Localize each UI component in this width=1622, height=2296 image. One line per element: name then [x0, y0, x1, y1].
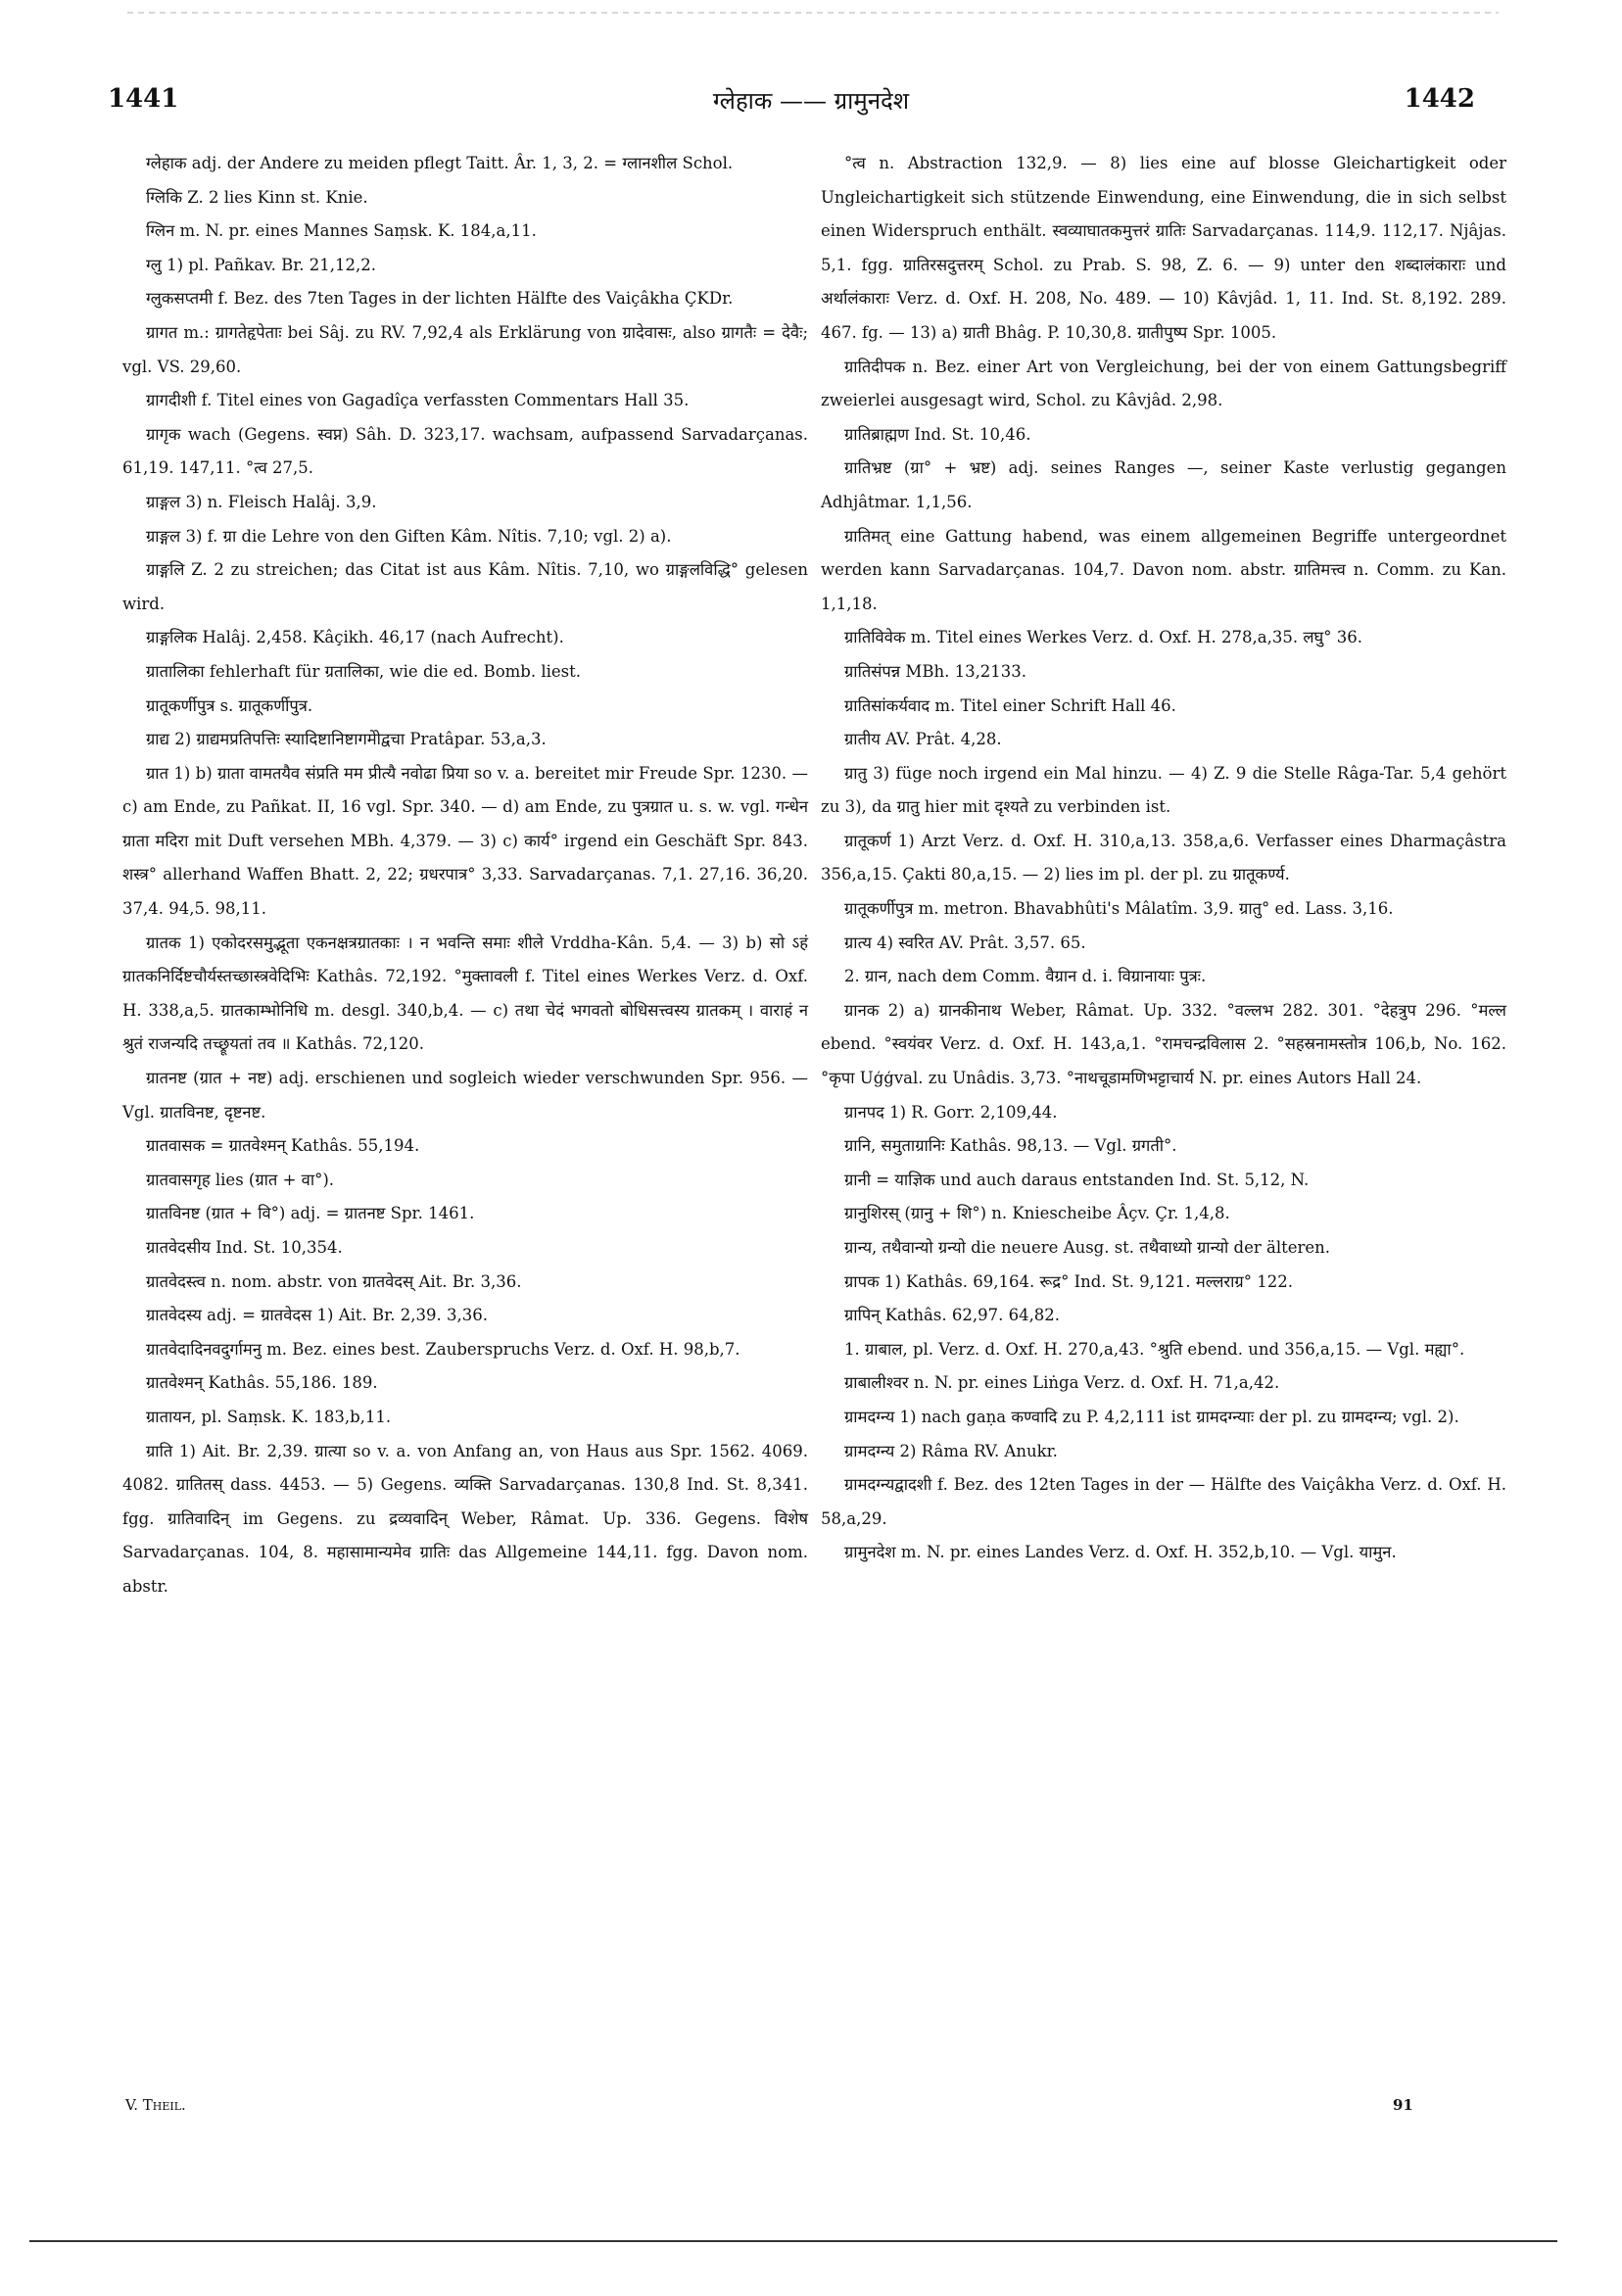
dictionary-entry: ग्लुकसप्तमी f. Bez. des 7ten Tages in der lichten Hälfte des Vaiçâkha ÇKDr.	[146, 289, 734, 309]
dictionary-entry: ग्रातायन, pl. Saṃsk. K. 183,b,11.	[146, 1407, 392, 1426]
dictionary-entry: ग्राङ्गलि Z. 2 zu streichen; das Citat ist aus Kâm. Nîtis. 7,10, wo ग्राङ्गलविद्धि° gelesen wird.	[122, 560, 808, 613]
dictionary-entry: ग्रामदग्न्य 1) nach gaṇa कण्वादि zu P. 4,2,111 ist ग्रामदग्न्याः der pl. zu ग्रामदग्न्य; vgl. 2).	[844, 1407, 1459, 1426]
dictionary-entry: ग्रानुशिरस् (ग्रानु + शि°) n. Kniescheibe Âçv. Çr. 1,4,8.	[844, 1204, 1230, 1223]
dictionary-entry: ग्रामदग्न्यद्वादशी f. Bez. des 12ten Tages in der — Hälfte des Vaiçâkha Verz. d. Oxf. H. 58,a,29.	[821, 1475, 1506, 1528]
top-border	[127, 12, 1499, 14]
dictionary-entry: ग्रातिसांकर्यवाद m. Titel einer Schrift Hall 46.	[844, 695, 1176, 715]
dictionary-entry: °त्व n. Abstraction 132,9. — 8) lies eine auf blosse Gleichartigkeit oder Ungleichartigkeit sich stützende Einwendung, eine Einwendung, die in sich selbst einen Widerspruch enthält. स्वव्याघातकमुत्तरं ग्रातिः Sarvadarçanas. 114,9. 112,17. Njâjas. 5,1. fgg. ग्रातिरसदुत्तरम् Schol. zu Prab. S. 98, Z. 6. — 9) unter den शब्दालंकाराः und अर्थालंकाराः Verz. d. Oxf. H. 208, No. 489. — 10) Kâvjâd. 1, 11. Ind. St. 8,192. 289. 467. fg. — 13) a) ग्राती Bhâg. P. 10,30,8. ग्रातीपुष्प Spr. 1005.	[821, 154, 1506, 342]
dictionary-entry: ग्रान्य, तथैवान्यो ग्रन्यो die neuere Ausg. st. तथैवाध्यो ग्रान्यो der älteren.	[844, 1238, 1331, 1257]
dictionary-entry: ग्रातु 3) füge noch irgend ein Mal hinzu. — 4) Z. 9 die Stelle Râga-Tar. 5,4 gehört zu 3), da ग्रातु hier mit दृश्यते zu verbinden ist.	[821, 763, 1506, 817]
dictionary-entry: ग्रातनष्ट (ग्रात + नष्ट) adj. erschienen und sogleich wieder verschwunden Spr. 956. — Vgl. ग्रातविनष्ट, दृष्टनष्ट.	[122, 1069, 808, 1122]
dictionary-entry: ग्रातीय AV. Prât. 4,28.	[844, 730, 1002, 749]
dictionary-entry: ग्रागदीशी f. Titel eines von Gagadîça verfassten Commentars Hall 35.	[146, 391, 690, 410]
dictionary-entry: ग्राङ्गल 3) f. ग्रा die Lehre von den Giften Kâm. Nîtis. 7,10; vgl. 2) a).	[146, 526, 672, 546]
dictionary-entry: ग्रातवासगृह lies (ग्रात + वा°).	[146, 1170, 335, 1189]
dictionary-entry: ग्रातवेदादिनवदुर्गामनु m. Bez. eines best. Zauberspruchs Verz. d. Oxf. H. 98,b,7.	[146, 1339, 740, 1359]
dictionary-entry: ग्रातालिका fehlerhaft für ग्रतालिका, wie die ed. Bomb. liest.	[146, 661, 582, 681]
dictionary-entry: ग्रातिभ्रष्ट (ग्रा° + भ्रष्ट) adj. seines Ranges —, seiner Kaste verlustig gegangen Adhjâtmar. 1,1,56.	[821, 458, 1506, 511]
dictionary-entry: ग्रापिन् Kathâs. 62,97. 64,82.	[844, 1306, 1061, 1325]
signature-mark: V. Theil.	[125, 2096, 186, 2114]
page-number-left: 1441	[108, 84, 179, 114]
dictionary-entry: ग्रातवेदसीय Ind. St. 10,354.	[146, 1238, 343, 1257]
dictionary-entry: 2. ग्रान, nach dem Comm. वैग्रान d. i. विग्रानायाः पुत्रः.	[844, 967, 1207, 986]
dictionary-entry: ग्राबालीश्वर n. N. pr. eines Liṅga Verz. d. Oxf. H. 71,a,42.	[844, 1373, 1280, 1393]
dictionary-entry: ग्रातूकर्णीपुत्र s. ग्रातूकर्णीपुत्र.	[146, 695, 313, 715]
dictionary-entry: ग्रागृक wach (Gegens. स्वप्न) Sâh. D. 323,17. wachsam, aufpassend Sarvadarçanas. 61,19. 147,11. °त्व 27,5.	[122, 424, 808, 478]
dictionary-entry: ग्लिन m. N. pr. eines Mannes Saṃsk. K. 184,a,11.	[146, 221, 537, 241]
dictionary-entry: ग्रातविनष्ट (ग्रात + वि°) adj. = ग्रातनष्ट Spr. 1461.	[146, 1204, 475, 1223]
dictionary-entry: ग्रानपद 1) R. Gorr. 2,109,44.	[844, 1102, 1058, 1122]
dictionary-entry: ग्रातिदीपक n. Bez. einer Art von Vergleichung, bei der von einem Gattungsbegriff zweierlei ausgesagt wird, Schol. zu Kâvjâd. 2,98.	[821, 357, 1506, 410]
dictionary-entry: ग्लु 1) pl. Pañkav. Br. 21,12,2.	[146, 255, 377, 274]
dictionary-entry: ग्रागत m.: ग्रागतेहृपेताः bei Sâj. zu RV. 7,92,4 als Erklärung von ग्रादेवासः, also ग्रागतैः = देवैः; vgl. VS. 29,60.	[122, 322, 808, 376]
dictionary-entry: ग्रातवेश्मन् Kathâs. 55,186. 189.	[146, 1373, 378, 1393]
right-column	[821, 147, 1506, 1570]
dictionary-entry: ग्राद्य 2) ग्राद्यमप्रतिपत्तिः स्यादिष्टानिष्टागमेोद्वचा Pratâpar. 53,a,3.	[146, 730, 547, 749]
dictionary-entry: ग्रापक 1) Kathâs. 69,164. रूद्र° Ind. St. 9,121. मल्लराग्र° 122.	[844, 1271, 1293, 1291]
dictionary-entry: ग्रातिसंपन्न MBh. 13,2133.	[844, 661, 1027, 681]
dictionary-entry: ग्रात 1) b) ग्राता वामतयैव संप्रति मम प्रीत्यै नवोढा प्रिया so v. a. bereitet mir Freude Spr. 1230. — c) am Ende, zu Pañkat. II, 16 vgl. Spr. 340. — d) am Ende, zu पुत्रग्रात u. s. w. vgl. गन्धेन ग्राता मदिरा mit Duft versehen MBh. 4,379. — 3) c) कार्य° irgend ein Geschäft Spr. 843. शस्त्र° allerhand Waffen Bhatt. 2, 22; ग्रधरपात्र° 3,33. Sarvadarçanas. 7,1. 27,16. 36,20. 37,4. 94,5. 98,11.	[122, 763, 808, 919]
dictionary-entry: ग्रातूकर्णीपुत्र m. metron. Bhavabhûti's Mâlatîm. 3,9. ग्रातु° ed. Lass. 3,16.	[844, 899, 1394, 919]
dictionary-entry: ग्राङ्गलिक Halâj. 2,458. Kâçikh. 46,17 (nach Aufrecht).	[146, 628, 564, 647]
dictionary-entry: ग्रातिमत् eine Gattung habend, was einem allgemeinen Begriffe untergeordnet werden kann Sarvadarçanas. 104,7. Davon nom. abstr. ग्रातिमत्त्व n. Comm. zu Kan. 1,1,18.	[821, 526, 1506, 613]
dictionary-entry: ग्रातूकर्ण 1) Arzt Verz. d. Oxf. H. 310,a,13. 358,a,6. Verfasser eines Dharmaçâstra 356,a,15. Çakti 80,a,15. — 2) lies im pl. der pl. zu ग्रातूकर्ण्य.	[821, 831, 1506, 885]
dictionary-entry: ग्रातिविवेक m. Titel eines Werkes Verz. d. Oxf. H. 278,a,35. लघु° 36.	[844, 628, 1363, 647]
dictionary-entry: ग्रानी = याज्ञिक und auch daraus entstanden Ind. St. 5,12, N.	[844, 1170, 1310, 1189]
running-title: ग्लेहाक —— ग्रामुनदेश	[712, 87, 910, 115]
dictionary-entry: ग्रातवेदस्त्व n. nom. abstr. von ग्रातवेदस् Ait. Br. 3,36.	[146, 1271, 522, 1291]
dictionary-entry: ग्रानक 2) a) ग्रानकीनाथ Weber, Râmat. Up. 332. °वल्लभ 282. 301. °देहत्रुप 296. °मल्ल ebend. °स्वयंवर Verz. d. Oxf. H. 143,a,1. °रामचन्द्रविलास 2. °सहस्रनामस्तोत्र 106,b, No. 162. °कृपा Uģģval. zu Unâdis. 3,73. °नाथचूडामणिभट्टाचार्य N. pr. eines Autors Hall 24.	[821, 1000, 1506, 1088]
bottom-rule	[29, 2240, 1557, 2242]
dictionary-entry: ग्रानि, समुताग्रानिः Kathâs. 98,13. — Vgl. ग्रगती°.	[844, 1136, 1177, 1156]
dictionary-entry: ग्रामुनदेश m. N. pr. eines Landes Verz. d. Oxf. H. 352,b,10. — Vgl. यामुन.	[844, 1543, 1397, 1562]
dictionary-entry: ग्रात्य 4) स्वरित AV. Prât. 3,57. 65.	[844, 933, 1086, 952]
dictionary-entry: ग्रातवासक = ग्रातवेश्मन् Kathâs. 55,194.	[146, 1136, 420, 1156]
dictionary-entry: ग्रातिब्राह्मण Ind. St. 10,46.	[844, 424, 1031, 444]
sheet-number: 91	[1393, 2096, 1413, 2114]
dictionary-entry: ग्राति 1) Ait. Br. 2,39. ग्रात्या so v. a. von Anfang an, von Haus aus Spr. 1562. 4069. 4082. ग्रातितस् dass. 4453. — 5) Gegens. व्यक्ति Sarvadarçanas. 130,8 Ind. St. 8,341. fgg. ग्रातिवादिन् im Gegens. zu द्रव्यवादिन् Weber, Râmat. Up. 336. Gegens. विशेष Sarvadarçanas. 104, 8. महासामान्यमेव ग्रातिः das Allgemeine 144,11. fgg. Davon nom. abstr.	[122, 1441, 808, 1596]
dictionary-entry: ग्राङ्गल 3) n. Fleisch Halâj. 3,9.	[146, 492, 377, 511]
dictionary-entry: ग्लेहाक adj. der Andere zu meiden pflegt Taitt. Âr. 1, 3, 2. = ग्लानशील Schol.	[146, 154, 734, 172]
dictionary-entry: ग्रातवेदस्य adj. = ग्रातवेदस 1) Ait. Br. 2,39. 3,36.	[146, 1306, 488, 1325]
dictionary-entry: ग्लिकि Z. 2 lies Kinn st. Knie.	[146, 187, 368, 207]
page-number-right: 1442	[1404, 84, 1475, 114]
dictionary-entry: 1. ग्राबाल, pl. Verz. d. Oxf. H. 270,a,43. °श्रुति ebend. und 356,a,15. — Vgl. मह्या°.	[844, 1339, 1465, 1359]
dictionary-entry: ग्रातक 1) एकोदरसमुद्भूता एकनक्षत्रग्रातकाः । न भवन्ति समाः शीले Vrddha-Kân. 5,4. — 3) b) सो ऽहं ग्रातकनिर्दिष्टचौर्यस्तच्छास्त्रवेदिभिः Kathâs. 72,192. °मुक्तावली f. Titel eines Werkes Verz. d. Oxf. H. 338,a,5. ग्रातकाम्भोनिधि m. desgl. 340,b,4. — c) तथा चेदं भगवतो बोधिसत्त्वस्य ग्रातकम् । वाराहं न श्रुतं राजन्यदि तच्छ्रूयतां तव ॥ Kathâs. 72,120.	[122, 933, 808, 1054]
left-column	[122, 147, 808, 1604]
dictionary-entry: ग्रामदग्न्य 2) Râma RV. Anukr.	[844, 1441, 1058, 1460]
